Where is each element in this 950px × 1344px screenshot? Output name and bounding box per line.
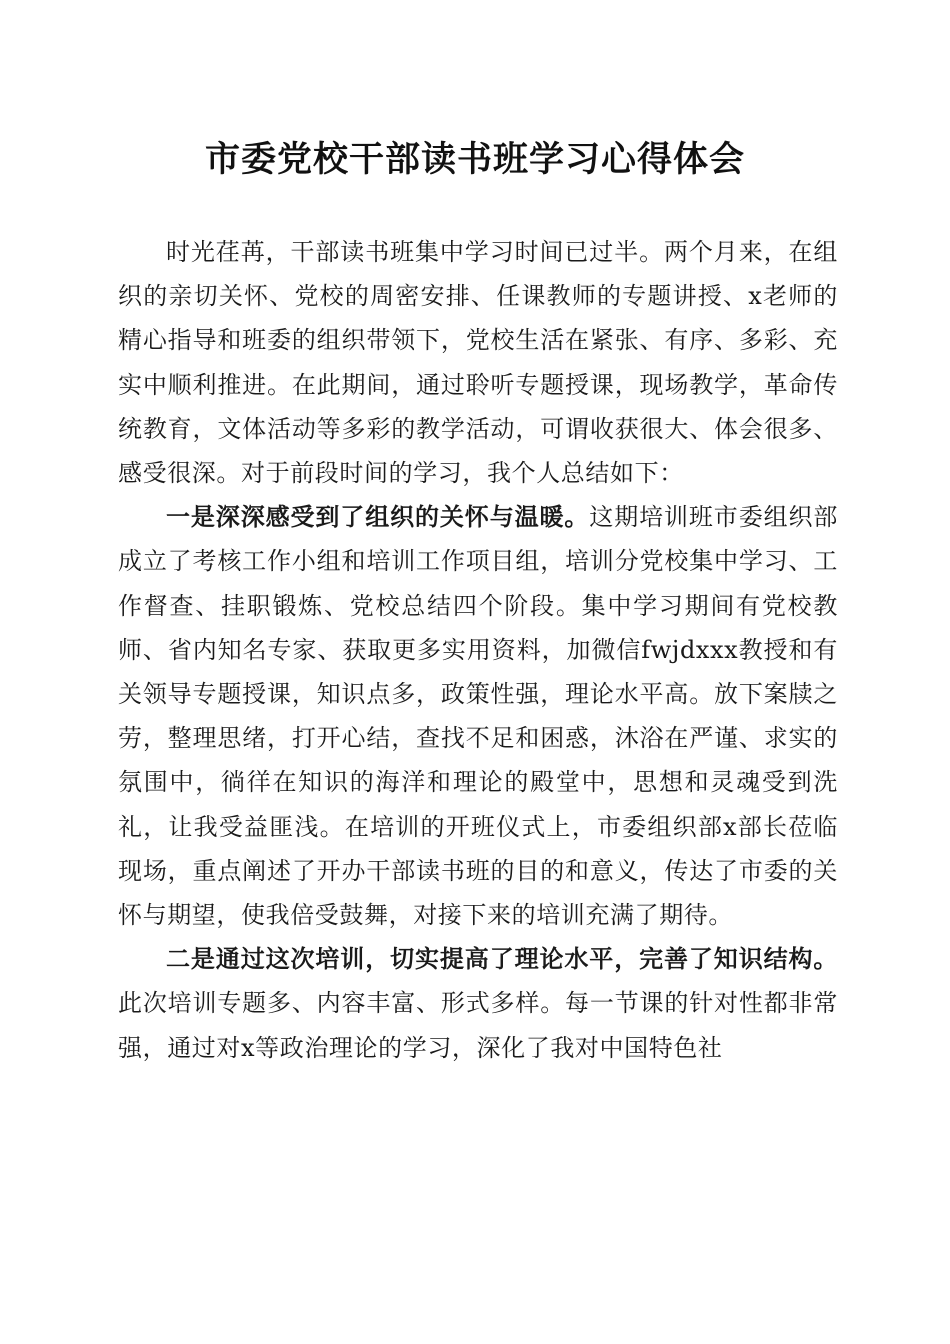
- paragraph-point-two-heading: 二是通过这次培训，切实提高了理论水平，完善了知识结构。: [166, 944, 838, 974]
- paragraph-point-two: [118, 937, 838, 1070]
- paragraph-intro-text: 时光荏苒，干部读书班集中学习时间已过半。两个月来，在组织的亲切关怀、党校的周密安排、任课教师的专题讲授、x老师的精心指导和班委的组织带领下，党校生活在紧张、有序、多彩、充实中顺利推进。在此期间，通过聆听专题授课，现场教学，革命传统教育，文体活动等多彩的教学活动，可谓收获很大、体会很多、感受很深。对于前段时间的学习，我个人总结如下：: [118, 238, 838, 488]
- paragraph-intro: [118, 230, 838, 495]
- paragraph-point-two-text: 此次培训专题多、内容丰富、形式多样。每一节课的针对性都非常强，通过对x等政治理论的学习，深化了我对中国特色社: [118, 989, 838, 1062]
- paragraph-point-one: [118, 495, 838, 937]
- paragraph-point-one-text: 这期培训班市委组织部成立了考核工作小组和培训工作项目组，培训分党校集中学习、工作督查、挂职锻炼、党校总结四个阶段。集中学习期间有党校教师、省内知名专家、获取更多实用资料，加微信fwjdxxx教授和有关领导专题授课，知识点多，政策性强，理论水平高。放下案牍之劳，整理思绪，打开心结，查找不足和困惑，沐浴在严谨、求实的氛围中，徜徉在知识的海洋和理论的殿堂中，思想和灵魂受到洗礼，让我受益匪浅。在培训的开班仪式上，市委组织部x部长莅临现场，重点阐述了开办干部读书班的目的和意义，传达了市委的关怀与期望，使我倍受鼓舞，对接下来的培训充满了期待。: [118, 503, 838, 930]
- paragraph-point-one-heading: 一是深深感受到了组织的关怀与温暖。: [166, 502, 590, 532]
- document-body: [118, 230, 838, 1070]
- document-title: 市委党校干部读书班学习心得体会: [204, 139, 745, 180]
